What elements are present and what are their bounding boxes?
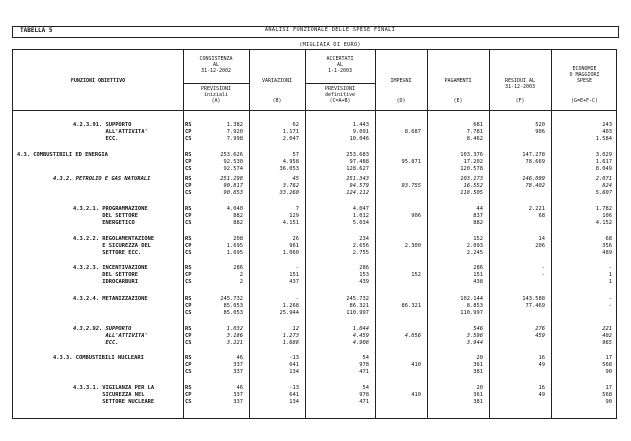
- header-variazioni: VARIAZIONI: [261, 78, 293, 84]
- value-cell: 8.853: [466, 303, 483, 309]
- column-divider: [489, 50, 490, 418]
- value-cell: 85.053: [223, 303, 243, 309]
- value-cell: 1.382: [226, 122, 243, 128]
- value-cell: -: [295, 265, 299, 271]
- value-cell: 471: [359, 399, 369, 405]
- function-label: E SICUREZZA DEL: [102, 243, 151, 249]
- value-cell: 33.260: [279, 190, 299, 196]
- value-cell: 97.488: [349, 159, 369, 165]
- value-cell: 128.627: [346, 166, 369, 172]
- value-cell: 1.268: [282, 303, 299, 309]
- row-type: RS: [185, 122, 192, 128]
- value-cell: 110.997: [346, 310, 369, 316]
- column-divider: [249, 50, 250, 418]
- value-cell: 3.029: [595, 152, 612, 158]
- row-type: RS: [185, 355, 192, 361]
- unit-label: (MIGLIAIA DI EURO): [299, 42, 361, 48]
- value-cell: 86.321: [401, 303, 421, 309]
- row-type: CS: [185, 166, 192, 172]
- value-cell: 4.459: [352, 333, 369, 339]
- function-label: ALL'ATTIVITA': [105, 129, 148, 135]
- value-cell: 4.151: [282, 220, 299, 226]
- value-cell: 17: [605, 355, 612, 361]
- header-accertati: AL: [336, 62, 344, 68]
- function-label: ECC.: [105, 136, 119, 142]
- header-accertati: 1-1-2003: [327, 68, 353, 74]
- value-cell: 20: [476, 355, 483, 361]
- value-cell: 134: [289, 369, 299, 375]
- header-impegni: IMPEGNI: [390, 78, 412, 84]
- value-cell: 57: [292, 152, 299, 158]
- table-label: TABELLA 5: [20, 27, 53, 34]
- value-cell: 410: [411, 362, 421, 368]
- value-cell: 2: [239, 272, 243, 278]
- value-cell: 12: [292, 326, 299, 332]
- value-cell: 68: [538, 213, 545, 219]
- function-label: 4.3. COMBUSTIBILI ED ENERGIA: [17, 152, 108, 158]
- function-label: 4.3.3.1. VIGILANZA PER LA: [73, 385, 155, 391]
- column-divider: [183, 50, 184, 418]
- value-cell: 206: [535, 243, 545, 249]
- value-cell: 437: [289, 279, 299, 285]
- value-cell: 824: [602, 183, 612, 189]
- function-label: 4.3.2.2. REGOLAMENTAZIONE: [73, 236, 155, 242]
- value-cell: 906: [535, 129, 545, 135]
- function-label: DEL SETTORE: [102, 213, 138, 219]
- header-consistenza: 31-12-2002: [200, 68, 232, 74]
- value-cell: 62: [292, 122, 299, 128]
- function-label: SETTORE NUCLEARE: [102, 399, 155, 405]
- row-type: CS: [185, 310, 192, 316]
- header-previsioni-iniziali: PREVISIONI: [200, 86, 232, 92]
- header-previsioni-definitive: (C=A+B): [329, 98, 351, 104]
- value-cell: 106: [602, 213, 612, 219]
- value-cell: 489: [602, 250, 612, 256]
- function-label: SICUREZZA NEL: [102, 392, 145, 398]
- value-cell: 92.530: [223, 159, 243, 165]
- value-cell: 251.343: [346, 176, 369, 182]
- value-cell: 78.402: [525, 183, 545, 189]
- value-cell: 68: [605, 236, 612, 242]
- value-cell: 8.462: [466, 136, 483, 142]
- value-cell: 2.093: [466, 243, 483, 249]
- value-cell: 438: [473, 279, 483, 285]
- value-cell: 2: [239, 279, 243, 285]
- function-label: SETTORE ECC.: [102, 250, 142, 256]
- value-cell: 36.053: [279, 166, 299, 172]
- value-cell: 2.300: [404, 243, 421, 249]
- header-consistenza: CONSISTENZA: [199, 56, 233, 62]
- value-cell: 1.012: [352, 213, 369, 219]
- row-type: CP: [185, 129, 192, 135]
- function-label: DEL SETTORE: [102, 272, 138, 278]
- value-cell: 46: [236, 355, 243, 361]
- value-cell: 208: [233, 236, 243, 242]
- value-cell: 568: [602, 362, 612, 368]
- value-cell: 410: [411, 392, 421, 398]
- row-type: CP: [185, 213, 192, 219]
- header-letter: (E): [453, 98, 463, 104]
- function-label: 4.3.2.1. PROGRAMMAZIONE: [73, 206, 148, 212]
- value-cell: 546: [473, 326, 483, 332]
- column-divider: [375, 50, 376, 418]
- value-cell: 120.578: [460, 166, 483, 172]
- value-cell: 978: [359, 392, 369, 398]
- value-cell: -: [608, 296, 612, 302]
- value-cell: 1: [608, 272, 612, 278]
- value-cell: 361: [473, 392, 483, 398]
- function-label: IDROCARBURI: [102, 279, 138, 285]
- value-cell: 2.755: [352, 250, 369, 256]
- value-cell: 90.853: [223, 190, 243, 196]
- value-cell: 882: [233, 213, 243, 219]
- header-subline: [183, 83, 249, 84]
- document-title: ANALISI FUNZIONALE DELLE SPESE FINALI: [264, 27, 396, 33]
- value-cell: 243: [602, 122, 612, 128]
- value-cell: 86.321: [349, 303, 369, 309]
- value-cell: 4.056: [404, 333, 421, 339]
- value-cell: -: [608, 265, 612, 271]
- header-separator: [13, 110, 616, 111]
- function-label: 4.3.2.4. METANIZZAZIONE: [73, 296, 148, 302]
- value-cell: 153: [359, 272, 369, 278]
- row-type: CS: [185, 399, 192, 405]
- value-cell: 110.997: [460, 310, 483, 316]
- value-cell: 253.683: [346, 152, 369, 158]
- value-cell: 16: [538, 355, 545, 361]
- value-cell: 103.376: [460, 152, 483, 158]
- function-label: 4.3.2.92. SUPPORTO: [73, 326, 132, 332]
- value-cell: 361: [473, 362, 483, 368]
- value-cell: 286: [233, 265, 243, 271]
- value-cell: 439: [359, 279, 369, 285]
- header-letter: (B): [272, 98, 282, 104]
- value-cell: 7.781: [466, 129, 483, 135]
- value-cell: 103.173: [460, 176, 483, 182]
- value-cell: 77.469: [525, 303, 545, 309]
- value-cell: 245.732: [346, 296, 369, 302]
- header-letter: (G=E+F-C): [570, 98, 599, 104]
- value-cell: 90: [605, 399, 612, 405]
- function-label: 4.2.3.91. SUPPORTO: [73, 122, 132, 128]
- value-cell: 1.695: [226, 250, 243, 256]
- row-type: RS: [185, 236, 192, 242]
- row-type: CS: [185, 220, 192, 226]
- value-cell: 1.044: [352, 326, 369, 332]
- value-cell: 337: [233, 362, 243, 368]
- value-cell: 10.046: [349, 136, 369, 142]
- value-cell: 2.071: [595, 176, 612, 182]
- value-cell: 93.755: [401, 183, 421, 189]
- value-cell: 151: [289, 272, 299, 278]
- row-type: RS: [185, 265, 192, 271]
- value-cell: 381: [473, 399, 483, 405]
- row-type: CS: [185, 340, 192, 346]
- value-cell: 337: [233, 399, 243, 405]
- header-funzioni: FUNZIONI OBIETTIVO: [70, 78, 126, 84]
- header-letter: (F): [515, 98, 525, 104]
- value-cell: 25.944: [279, 310, 299, 316]
- value-cell: 1.171: [282, 129, 299, 135]
- value-cell: 1.695: [226, 243, 243, 249]
- header-accertati: ACCERTATI: [326, 56, 354, 62]
- value-cell: 90.817: [223, 183, 243, 189]
- value-cell: 26: [292, 236, 299, 242]
- value-cell: 356: [602, 243, 612, 249]
- value-cell: 1.032: [226, 326, 243, 332]
- row-type: CP: [185, 362, 192, 368]
- value-cell: 54: [362, 355, 369, 361]
- value-cell: 286: [473, 265, 483, 271]
- row-type: CS: [185, 190, 192, 196]
- row-type: RS: [185, 176, 192, 182]
- value-cell: 7.920: [226, 129, 243, 135]
- function-label: 4.3.2. PETROLIO E GAS NATURALI: [53, 176, 151, 182]
- value-cell: -: [295, 296, 299, 302]
- value-cell: 134: [289, 399, 299, 405]
- row-type: CP: [185, 392, 192, 398]
- value-cell: 961: [289, 243, 299, 249]
- value-cell: 95.871: [401, 159, 421, 165]
- header-previsioni-iniziali: (A): [211, 98, 221, 104]
- value-cell: 20: [476, 385, 483, 391]
- header-pagamenti: PAGAMENTI: [444, 78, 472, 84]
- header-previsioni-definitive: PREVISIONI: [324, 86, 356, 92]
- value-cell: 471: [359, 369, 369, 375]
- value-cell: 2.221: [528, 206, 545, 212]
- row-type: RS: [185, 152, 192, 158]
- value-cell: 337: [233, 392, 243, 398]
- value-cell: 906: [411, 213, 421, 219]
- value-cell: 286: [359, 265, 369, 271]
- value-cell: 2.656: [352, 243, 369, 249]
- value-cell: 641: [289, 392, 299, 398]
- value-cell: 2.047: [282, 136, 299, 142]
- value-cell: 245.732: [220, 296, 243, 302]
- value-cell: 251.298: [220, 176, 243, 182]
- function-label: 4.3.2.3. INCENTIVAZIONE: [73, 265, 148, 271]
- value-cell: 882: [233, 220, 243, 226]
- value-cell: 124.112: [346, 190, 369, 196]
- row-type: CP: [185, 159, 192, 165]
- value-cell: 337: [233, 369, 243, 375]
- value-cell: -: [541, 265, 545, 271]
- value-cell: 17.202: [463, 159, 483, 165]
- value-cell: 568: [602, 392, 612, 398]
- value-cell: 8.687: [404, 129, 421, 135]
- header-residui: RESIDUI AL: [504, 78, 536, 84]
- value-cell: 1.782: [595, 206, 612, 212]
- header-previsioni-iniziali: iniziali: [203, 92, 229, 98]
- value-cell: 85.053: [223, 310, 243, 316]
- value-cell: 17: [605, 385, 612, 391]
- row-type: CP: [185, 272, 192, 278]
- value-cell: 641: [289, 362, 299, 368]
- value-cell: 253.626: [220, 152, 243, 158]
- value-cell: 459: [535, 333, 545, 339]
- budget-table: [12, 49, 617, 419]
- value-cell: 146.099: [522, 176, 545, 182]
- column-divider: [551, 50, 552, 418]
- value-cell: 7: [295, 206, 299, 212]
- header-residui: 31-12-2003: [504, 84, 536, 90]
- value-cell: 1.443: [352, 122, 369, 128]
- value-cell: 4.040: [226, 206, 243, 212]
- value-cell: 54: [362, 385, 369, 391]
- value-cell: 1.688: [282, 340, 299, 346]
- header-previsioni-definitive: definitive: [324, 92, 356, 98]
- value-cell: 4.152: [595, 220, 612, 226]
- row-type: CS: [185, 250, 192, 256]
- row-type: RS: [185, 385, 192, 391]
- value-cell: 3.598: [466, 333, 483, 339]
- row-type: RS: [185, 326, 192, 332]
- function-label: ALL'ATTIVITA': [105, 333, 148, 339]
- value-cell: 129: [289, 213, 299, 219]
- column-divider: [305, 50, 306, 418]
- value-cell: 147.278: [522, 152, 545, 158]
- value-cell: 1.273: [282, 333, 299, 339]
- value-cell: 49: [538, 392, 545, 398]
- value-cell: 234: [359, 236, 369, 242]
- function-label: ENERGETICO: [102, 220, 135, 226]
- header-letter: (D): [396, 98, 406, 104]
- column-divider: [427, 50, 428, 418]
- value-cell: 837: [473, 213, 483, 219]
- value-cell: 143.588: [522, 296, 545, 302]
- value-cell: 221: [602, 326, 612, 332]
- header-consistenza: AL: [212, 62, 220, 68]
- value-cell: 681: [473, 122, 483, 128]
- value-cell: 16.552: [463, 183, 483, 189]
- value-cell: 403: [602, 129, 612, 135]
- value-cell: 49: [538, 362, 545, 368]
- value-cell: 3.221: [226, 340, 243, 346]
- value-cell: 276: [535, 326, 545, 332]
- header-economie: SPESE: [576, 78, 593, 84]
- row-type: CP: [185, 303, 192, 309]
- value-cell: -: [608, 303, 612, 309]
- value-cell: 2.245: [466, 250, 483, 256]
- value-cell: 4.908: [352, 340, 369, 346]
- header-economie: ECONOMIE: [572, 66, 597, 72]
- value-cell: -: [541, 272, 545, 278]
- row-type: CS: [185, 279, 192, 285]
- row-type: CS: [185, 369, 192, 375]
- value-cell: 3.186: [226, 333, 243, 339]
- value-cell: 5.034: [352, 220, 369, 226]
- header-subline: [305, 83, 375, 84]
- function-label: ECC.: [105, 340, 119, 346]
- value-cell: 44: [476, 206, 483, 212]
- value-cell: 9.091: [352, 129, 369, 135]
- row-type: CP: [185, 243, 192, 249]
- value-cell: 402: [602, 333, 612, 339]
- value-cell: 7.998: [226, 136, 243, 142]
- value-cell: 4.958: [282, 159, 299, 165]
- value-cell: -13: [289, 385, 299, 391]
- value-cell: 45: [292, 176, 299, 182]
- value-cell: 5.607: [595, 190, 612, 196]
- value-cell: 14: [538, 236, 545, 242]
- value-cell: 1.617: [595, 159, 612, 165]
- value-cell: 520: [535, 122, 545, 128]
- header-economie: O MAGGIORI: [569, 72, 600, 78]
- value-cell: 16: [538, 385, 545, 391]
- value-cell: 46: [236, 385, 243, 391]
- row-type: RS: [185, 296, 192, 302]
- row-type: CP: [185, 333, 192, 339]
- row-type: RS: [185, 206, 192, 212]
- function-label: 4.3.3. COMBUSTIBILI NUCLEARI: [53, 355, 144, 361]
- value-cell: 3.944: [466, 340, 483, 346]
- value-cell: 78.669: [525, 159, 545, 165]
- value-cell: 94.579: [349, 183, 369, 189]
- value-cell: 1: [608, 279, 612, 285]
- value-cell: 118.505: [460, 190, 483, 196]
- value-cell: 1.584: [595, 136, 612, 142]
- value-cell: 151: [473, 272, 483, 278]
- value-cell: 152: [473, 236, 483, 242]
- row-type: CP: [185, 183, 192, 189]
- value-cell: 152: [411, 272, 421, 278]
- value-cell: 8.049: [595, 166, 612, 172]
- value-cell: 92.574: [223, 166, 243, 172]
- row-type: CS: [185, 136, 192, 142]
- value-cell: 882: [473, 220, 483, 226]
- value-cell: -13: [289, 355, 299, 361]
- value-cell: 90: [605, 369, 612, 375]
- value-cell: 965: [602, 340, 612, 346]
- value-cell: 1.060: [282, 250, 299, 256]
- value-cell: 4.047: [352, 206, 369, 212]
- value-cell: 102.144: [460, 296, 483, 302]
- value-cell: 978: [359, 362, 369, 368]
- value-cell: 3.762: [282, 183, 299, 189]
- value-cell: 381: [473, 369, 483, 375]
